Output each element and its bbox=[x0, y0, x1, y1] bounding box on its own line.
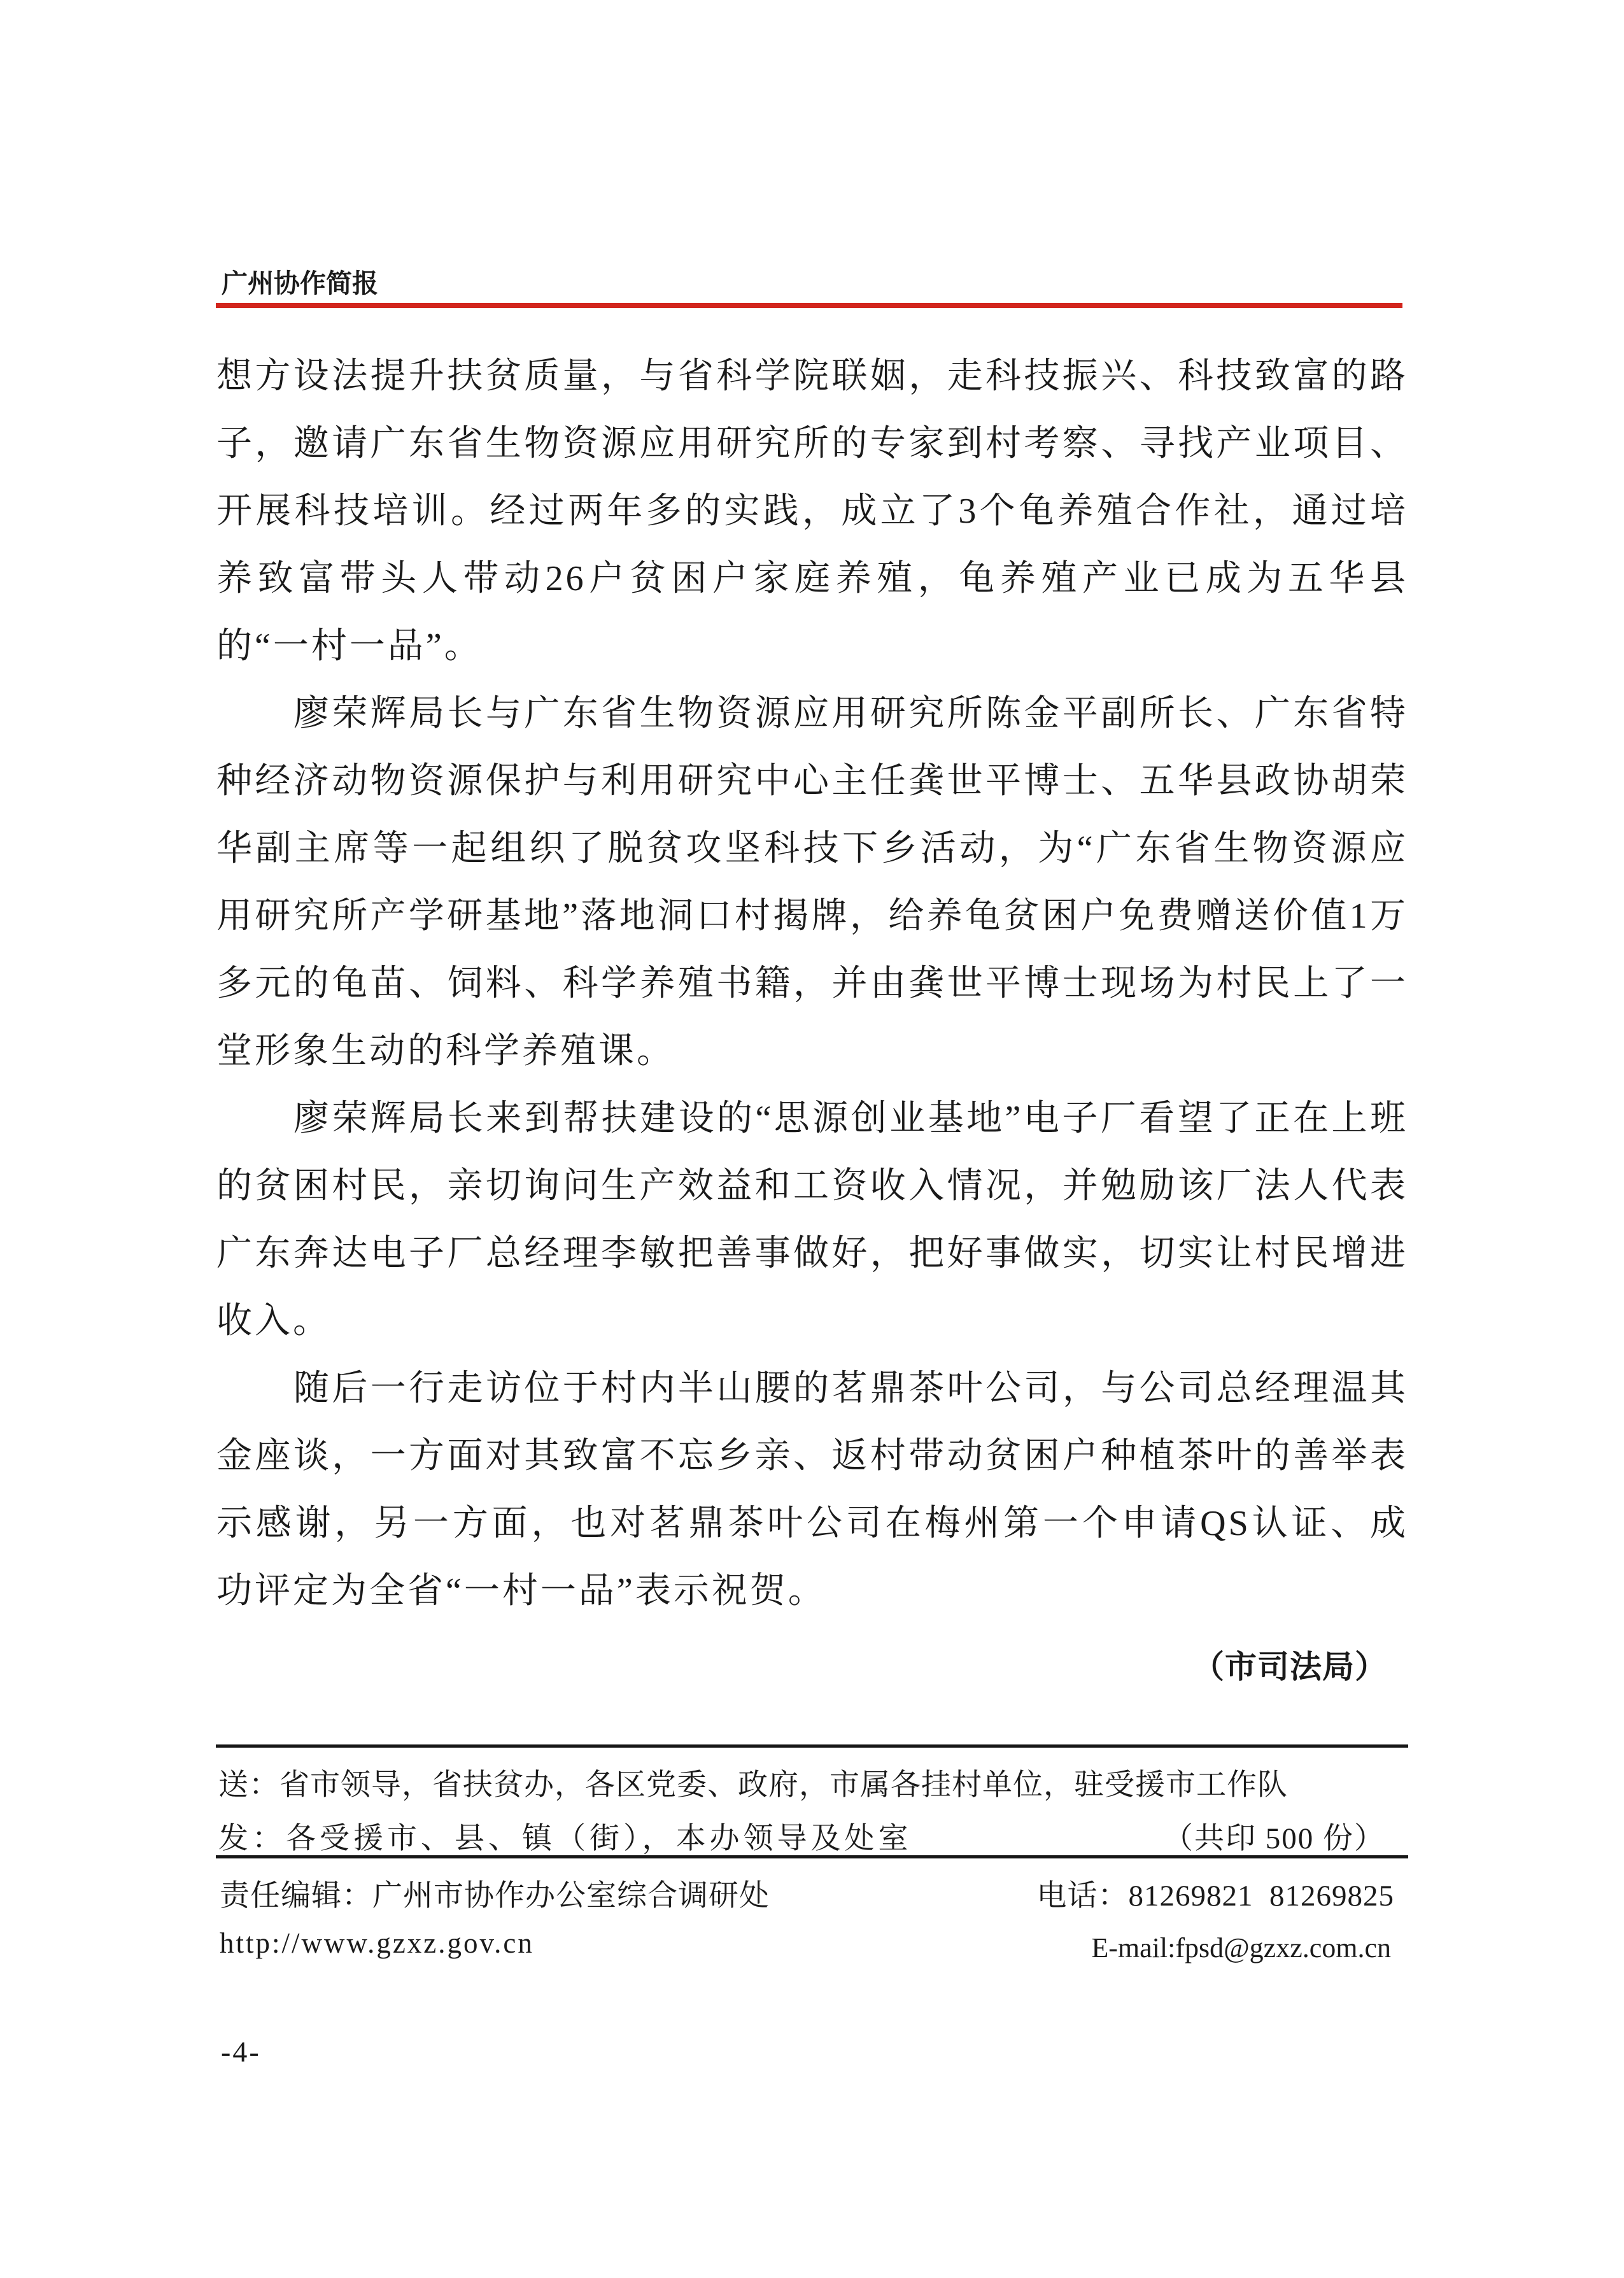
masthead-rule bbox=[216, 303, 1402, 308]
distribution-send-line: 送：省市领导，省扶贫办，各区党委、政府，市属各挂村单位，驻受援市工作队 bbox=[218, 1769, 1288, 1802]
body-paragraph: 随后一行走访位于村内半山腰的茗鼎茶叶公司，与公司总经理温其金座谈，一方面对其致富不忘乡亲、返村带动贫困户种植茶叶的善举表示感谢，另一方面，也对茗鼎茶叶公司在梅州第一个申请QS认证、成功评定为全省“一村一品”表示祝贺。 bbox=[216, 1369, 1408, 1611]
footer-rule-top bbox=[216, 1744, 1408, 1748]
phone-line: 电话：81269821 81269825 bbox=[1036, 1879, 1394, 1913]
website-line: http://www.gzxz.gov.cn bbox=[220, 1927, 534, 1959]
body-paragraph: 廖荣辉局长与广东省生物资源应用研究所陈金平副所长、广东省特种经济动物资源保护与利用研究中心主任龚世平博士、五华县政协胡荣华副主席等一起组织了脱贫攻坚科技下乡活动，为“广东省生物资源应用研究所产学研基地”落地洞口村揭牌，给养龟贫困户免费赠送价值1万多元的龟苗、饲料、科学养殖书籍，并由龚世平博士现场为村民上了一堂形象生动的科学养殖课。 bbox=[216, 694, 1408, 1071]
footer-rule-bottom bbox=[216, 1855, 1408, 1858]
print-count: （共印 500 份） bbox=[1163, 1822, 1385, 1855]
distribution-issue-line: 发：各受援市、县、镇（街），本办领导及处室 bbox=[218, 1822, 912, 1855]
masthead-title: 广州协作简报 bbox=[222, 269, 378, 298]
attribution-source: （市司法局） bbox=[1192, 1649, 1387, 1685]
article-body bbox=[216, 343, 1408, 1625]
page-number: -4- bbox=[221, 2035, 261, 2068]
body-paragraph: 想方设法提升扶贫质量，与省科学院联姻，走科技振兴、科技致富的路子，邀请广东省生物资源应用研究所的专家到村考察、寻找产业项目、开展科技培训。经过两年多的实践，成立了3个龟养殖合作社，通过培养致富带头人带动26户贫困户家庭养殖，龟养殖产业已成为五华县的“一村一品”。 bbox=[216, 357, 1408, 666]
email-line: E-mail:fpsd@gzxz.com.cn bbox=[1091, 1932, 1391, 1963]
editor-line: 责任编辑：广州市协作办公室综合调研处 bbox=[220, 1879, 770, 1913]
body-paragraph: 廖荣辉局长来到帮扶建设的“思源创业基地”电子厂看望了正在上班的贫困村民，亲切询问生产效益和工资收入情况，并勉励该厂法人代表广东奔达电子厂总经理李敏把善事做好，把好事做实，切实让村民增进收入。 bbox=[216, 1099, 1408, 1341]
